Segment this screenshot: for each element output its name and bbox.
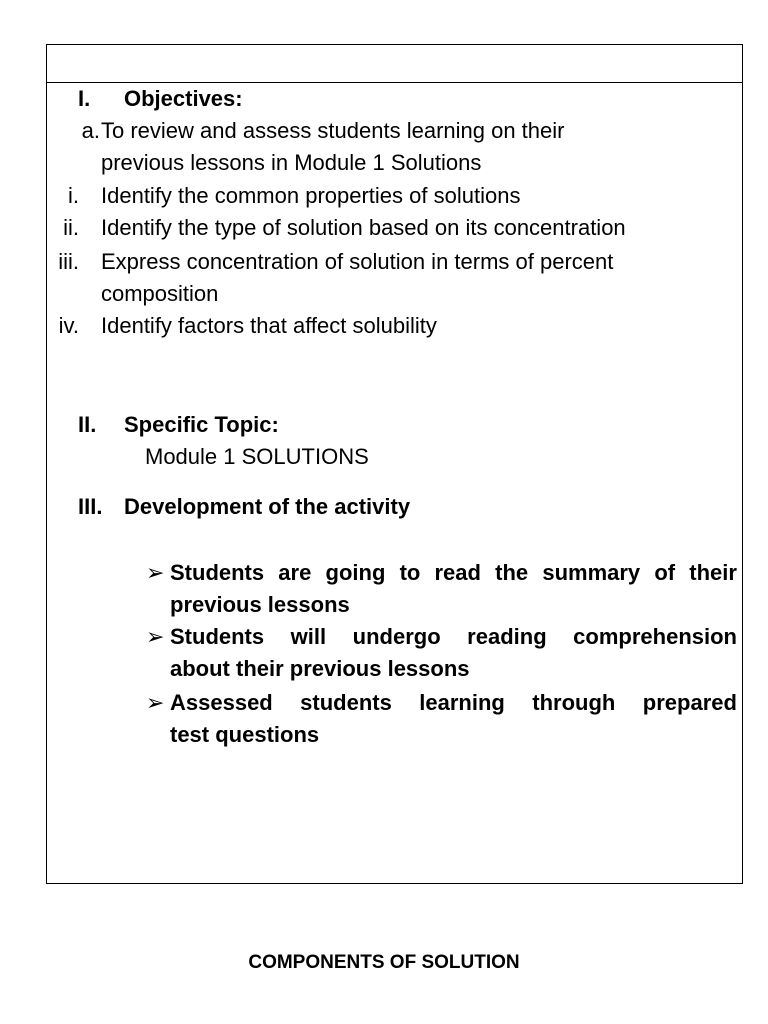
objective-ii-marker: ii.	[63, 215, 79, 240]
objective-i-marker: i.	[68, 183, 79, 208]
bullet-word: read	[434, 560, 481, 585]
bullet-word: prepared	[642, 690, 737, 715]
bullet-word: their	[689, 560, 737, 585]
bullet-word: undergo	[352, 624, 441, 649]
objective-iii-marker: iii.	[58, 249, 79, 274]
bullet-word: Assessed	[170, 690, 273, 715]
objective-a-marker: a.	[81, 118, 100, 143]
objective-a-line2: previous lessons in Module 1 Solutions	[101, 150, 482, 175]
bullet-word: going	[325, 560, 386, 585]
bullet-1-line1	[170, 557, 737, 589]
table-header-row	[47, 45, 742, 83]
bullet-word: Students	[170, 560, 265, 585]
bullet-word: will	[290, 624, 327, 649]
development-number: III.	[78, 494, 103, 519]
objective-iv-text: Identify factors that affect solubility	[101, 313, 437, 338]
bullet-word: learning	[419, 690, 505, 715]
bullet-word: through	[532, 690, 616, 715]
objective-iii-line1: Express concentration of solution in terms of percent	[101, 249, 614, 274]
specific-topic-value: Module 1 SOLUTIONS	[145, 444, 369, 469]
bullet-2-line1	[170, 621, 737, 653]
bullet-word: reading	[467, 624, 547, 649]
bullet-word: to	[399, 560, 421, 585]
objective-iii-line2: composition	[101, 281, 219, 306]
objective-i-text: Identify the common properties of solutions	[101, 183, 521, 208]
bullet-1-line2: previous lessons	[170, 592, 350, 617]
arrowhead-bullet-icon: ➢	[146, 690, 165, 715]
objective-a-line1: To review and assess students learning on their	[101, 118, 565, 143]
bullet-word: students	[300, 690, 392, 715]
specific-topic-title: Specific Topic:	[124, 412, 279, 437]
arrowhead-bullet-icon: ➢	[146, 624, 165, 649]
objectives-title: Objectives:	[124, 86, 243, 111]
bullet-3-line1	[170, 687, 737, 719]
specific-topic-number: II.	[78, 412, 97, 437]
bullet-3-line2: test questions	[170, 722, 320, 747]
bullet-word: are	[278, 560, 312, 585]
bullet-word: the	[495, 560, 529, 585]
objective-ii-text: Identify the type of solution based on its concentration	[101, 215, 626, 240]
bullet-word: of	[654, 560, 676, 585]
footer-title: COMPONENTS OF SOLUTION	[248, 952, 520, 973]
bullet-word: Students	[170, 624, 265, 649]
arrowhead-bullet-icon: ➢	[146, 560, 165, 585]
objective-iv-marker: iv.	[58, 313, 79, 338]
bullet-2-line2: about their previous lessons	[170, 656, 470, 681]
bullet-word: comprehension	[573, 624, 737, 649]
development-title: Development of the activity	[124, 494, 411, 519]
bullet-word: summary	[542, 560, 641, 585]
objectives-number: I.	[78, 86, 91, 111]
